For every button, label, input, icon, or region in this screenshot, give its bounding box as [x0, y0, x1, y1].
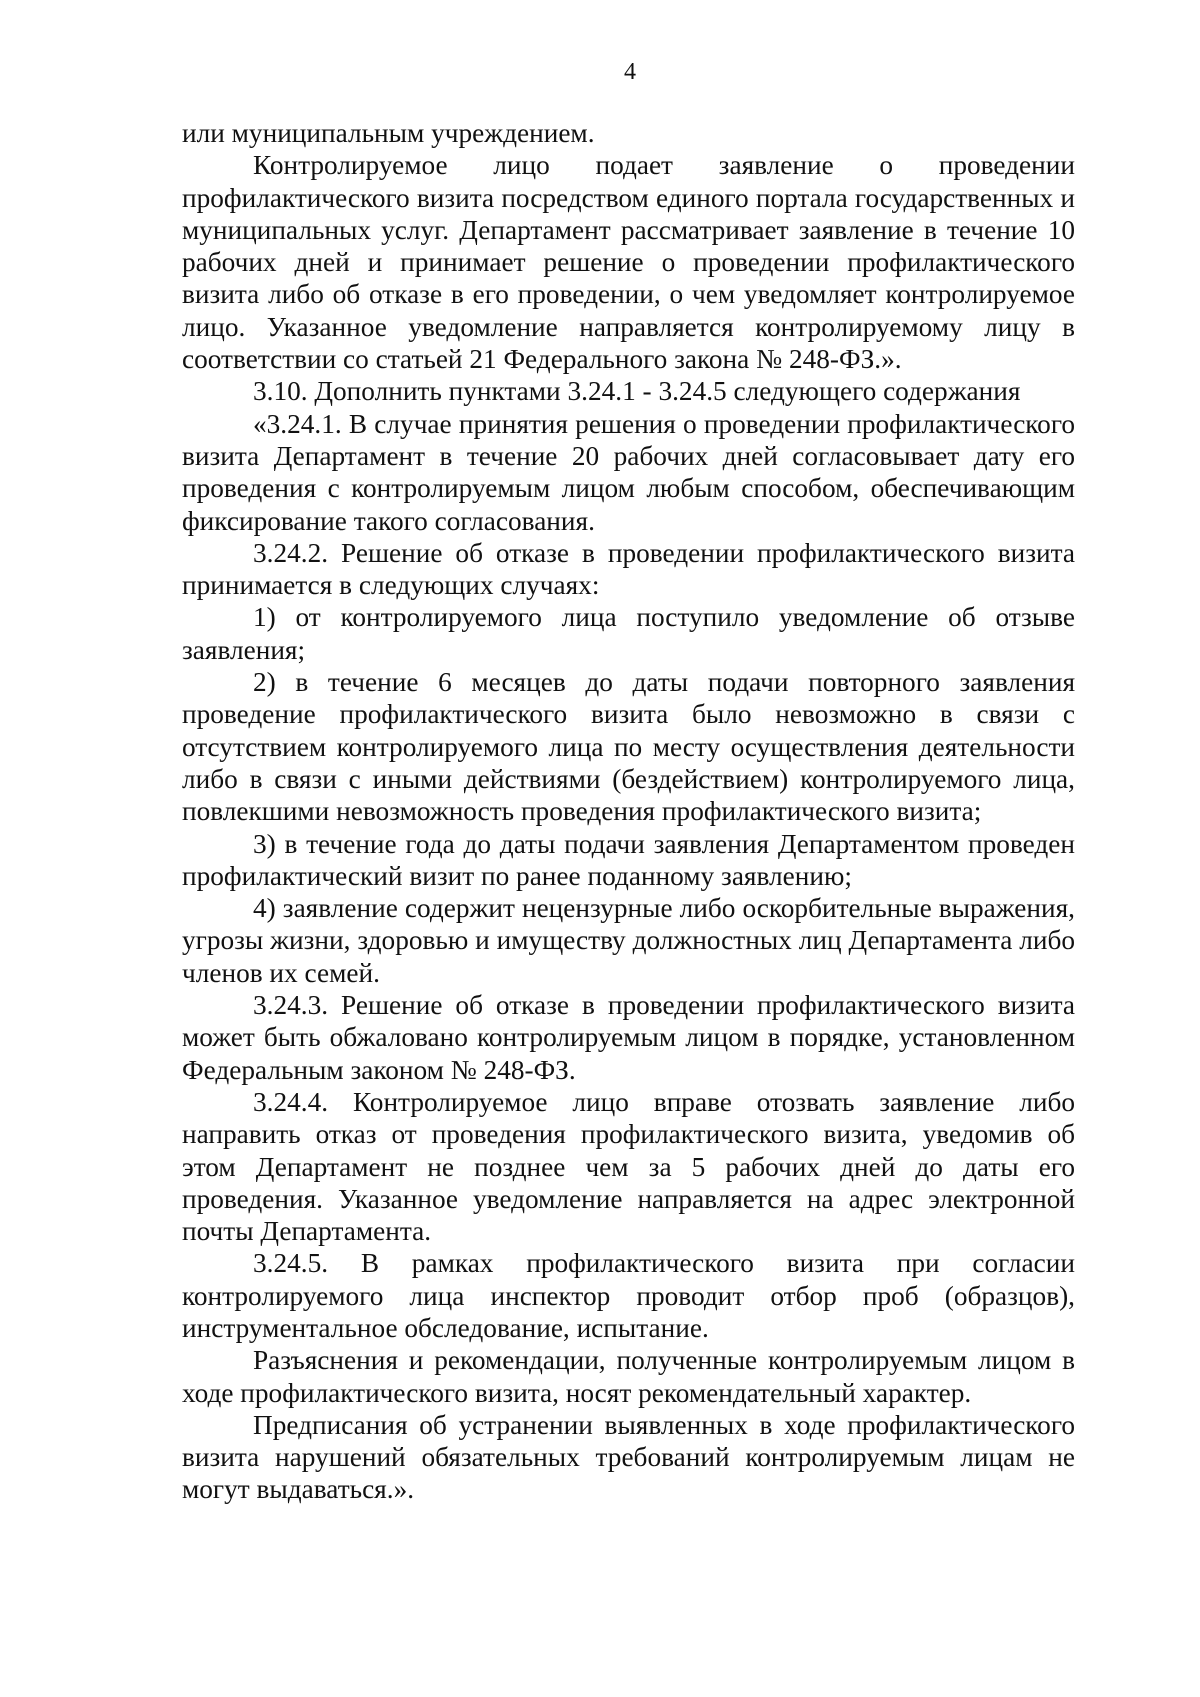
- paragraph: 3.24.3. Решение об отказе в проведении профилактического визита может быть обжаловано контролируемым лицом в порядке, установленном Федеральным законом № 248-ФЗ.: [182, 990, 1075, 1085]
- paragraph: или муниципальным учреждением.: [182, 118, 595, 148]
- paragraph: 4) заявление содержит нецензурные либо оскорбительные выражения, угрозы жизни, здоровью и имуществу должностных лиц Департамента либо членов их семей.: [182, 893, 1075, 988]
- paragraph: 3) в течение года до даты подачи заявления Департаментом проведен профилактический визит по ранее поданному заявлению;: [182, 828, 1075, 891]
- document-body: [182, 117, 1075, 1506]
- paragraph: 1) от контролируемого лица поступило уведомление об отзыве заявления;: [182, 602, 1075, 665]
- paragraph: 3.24.5. В рамках профилактического визита при согласии контролируемого лица инспектор проводит отбор проб (образцов), инструментальное обследование, испытание.: [182, 1248, 1075, 1343]
- paragraph: Разъяснения и рекомендации, полученные контролируемым лицом в ходе профилактического визита, носят рекомендательный характер.: [182, 1345, 1075, 1408]
- paragraph: «3.24.1. В случае принятия решения о проведении профилактического визита Департамент в течение 20 рабочих дней согласовывает дату его проведения с контролируемым лицом любым способом, обеспечивающим фиксирование такого согласования.: [182, 408, 1075, 536]
- paragraph: 3.10. Дополнить пунктами 3.24.1 - 3.24.5 следующего содержания: [253, 376, 1021, 407]
- paragraph: Контролируемое лицо подает заявление о проведении профилактического визита посредством единого портала государственных и муниципальных услуг. Департамент рассматривает заявление в течение 10 рабочих дней и принимает решение о проведении профилактического визита либо об отказе в его проведении, о чем уведомляет контролируемое лицо. Указанное уведомление направляется контролируемому лицу в соответствии со статьей 21 Федерального закона № 248-ФЗ.».: [182, 150, 1075, 375]
- paragraph: Предписания об устранении выявленных в ходе профилактического визита нарушений обязательных требований контролируемым лицам не могут выдаваться.».: [182, 1409, 1075, 1505]
- paragraph: 3.24.2. Решение об отказе в проведении профилактического визита принимается в следующих случаях:: [182, 537, 1075, 601]
- paragraph: 2) в течение 6 месяцев до даты подачи повторного заявления проведение профилактического визита было невозможно в связи с отсутствием контролируемого лица по месту осуществления деятельности либо в связи с иными действиями (бездействием) контролируемого лица, повлекшими невозможность проведения профилактического визита;: [182, 667, 1075, 827]
- paragraph: 3.24.4. Контролируемое лицо вправе отозвать заявление либо направить отказ от проведения профилактического визита, уведомив об этом Департамент не позднее чем за 5 рабочих дней до даты его проведения. Указанное уведомление направляется на адрес электронной почты Департамента.: [182, 1086, 1075, 1247]
- page-number: 4: [624, 59, 636, 85]
